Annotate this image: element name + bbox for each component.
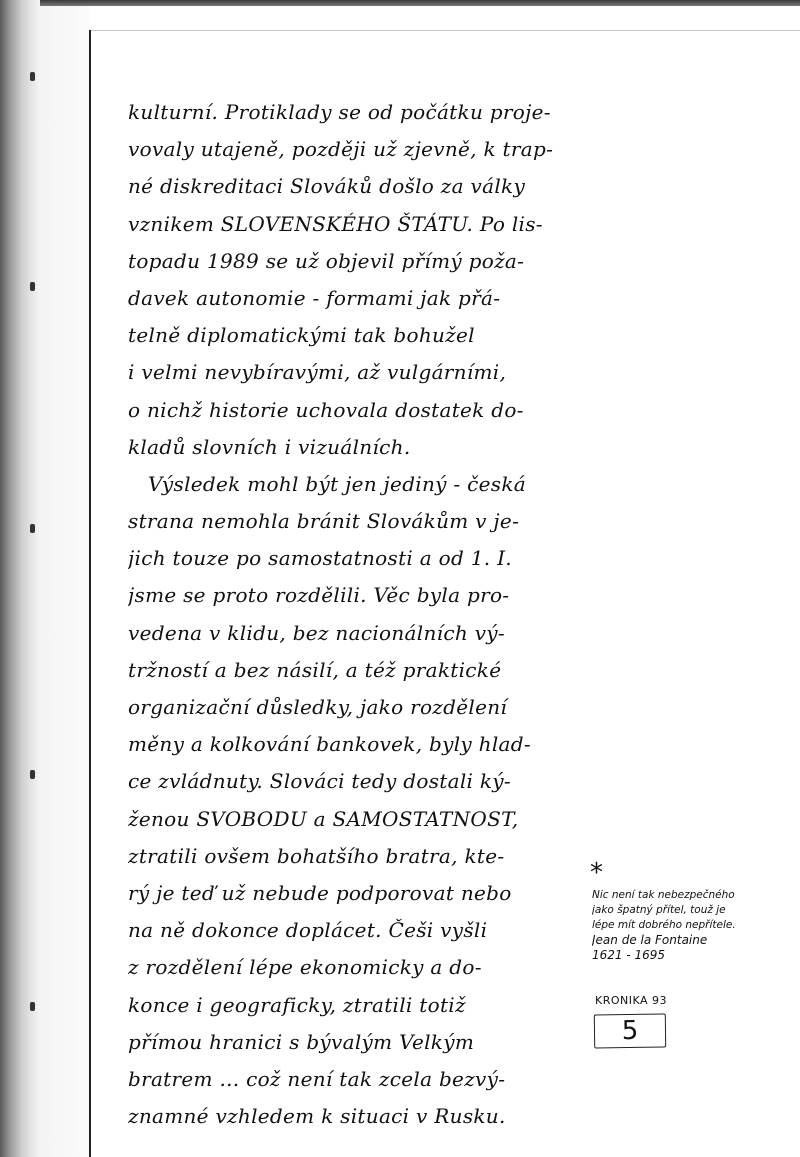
handwritten-text-block xyxy=(128,94,598,1135)
binding-hole xyxy=(30,282,35,291)
text-line: telně diplomatickými tak bohužel xyxy=(128,323,475,348)
binding-hole xyxy=(30,770,35,779)
text-line: né diskreditaci Slováků došlo za války xyxy=(128,174,526,199)
footnote-line: jako špatný přítel, touž je xyxy=(592,904,726,916)
text-line: strana nemohla bránit Slovákům v je- xyxy=(128,509,520,534)
text-line: davek autonomie - formami jak přá- xyxy=(128,285,501,310)
footnote-years: 1621 - 1695 xyxy=(592,948,666,962)
chronicle-label: KRONIKA 93 xyxy=(595,994,668,1007)
text-line: přímou hranici s bývalým Velkým xyxy=(128,1029,475,1054)
binding-hole xyxy=(30,524,35,533)
scanner-top-edge xyxy=(0,0,800,6)
text-line: znamné vzhledem k situaci v Rusku. xyxy=(128,1104,506,1129)
text-line: vznikem SLOVENSKÉHO ŠTÁTU. Po lis- xyxy=(128,211,543,236)
binding-hole xyxy=(30,72,35,81)
text-line: kladů slovních i vizuálních. xyxy=(128,434,411,459)
text-line: i velmi nevybíravými, až vulgárními, xyxy=(128,360,507,385)
text-line: konce i geograficky, ztratili totiž xyxy=(128,992,466,1017)
text-line: ce zvládnuty. Slováci tedy dostali ký- xyxy=(128,769,511,794)
text-line: měny a kolkování bankovek, byly hlad- xyxy=(128,732,531,757)
text-line: rý je teď už nebude podporovat nebo xyxy=(128,880,512,905)
footnote-line: Nic není tak nebezpečného xyxy=(592,889,735,901)
text-line: o nichž historie uchovala dostatek do- xyxy=(128,397,524,422)
footnote-line: lépe mít dobrého nepřítele. xyxy=(592,919,736,931)
text-line: Výsledek mohl být jen jediný - česká xyxy=(148,471,526,496)
footnote-quote xyxy=(592,888,797,963)
binding-shadow xyxy=(0,0,40,1157)
text-line: vedena v klidu, bez nacionálních vý- xyxy=(128,620,505,645)
text-line: bratrem ... což není tak zcela bezvý- xyxy=(128,1066,506,1091)
text-line: ztratili ovšem bohatšího bratra, kte- xyxy=(128,843,505,868)
text-line: jich touze po samostatnosti a od 1. I. xyxy=(128,546,512,571)
text-line: jsme se proto rozdělili. Věc byla pro- xyxy=(128,583,510,608)
text-line: tržností a bez násilí, a též praktické xyxy=(128,657,502,682)
page-fold-line xyxy=(89,30,91,1157)
text-line: kulturní. Protiklady se od počátku proje- xyxy=(128,100,551,124)
page-number-box xyxy=(594,1013,666,1048)
binding-hole xyxy=(30,1002,35,1011)
text-line: z rozdělení lépe ekonomicky a do- xyxy=(128,955,482,980)
footnote-marker: * xyxy=(590,858,603,888)
text-line: ženou SVOBODU a SAMOSTATNOST, xyxy=(128,806,519,831)
footnote-author: Jean de la Fontaine xyxy=(592,933,708,947)
text-line: na ně dokonce doplácet. Češi vyšli xyxy=(128,918,488,943)
page-number: 5 xyxy=(621,1015,639,1047)
page-top-rule xyxy=(91,30,800,31)
text-line: vovaly utajeně, později už zjevně, k trap- xyxy=(128,137,554,162)
previous-page-edge xyxy=(40,6,90,1157)
text-line: organizační důsledky, jako rozdělení xyxy=(128,695,508,719)
text-line: topadu 1989 se už objevil přímý poža- xyxy=(128,248,525,273)
